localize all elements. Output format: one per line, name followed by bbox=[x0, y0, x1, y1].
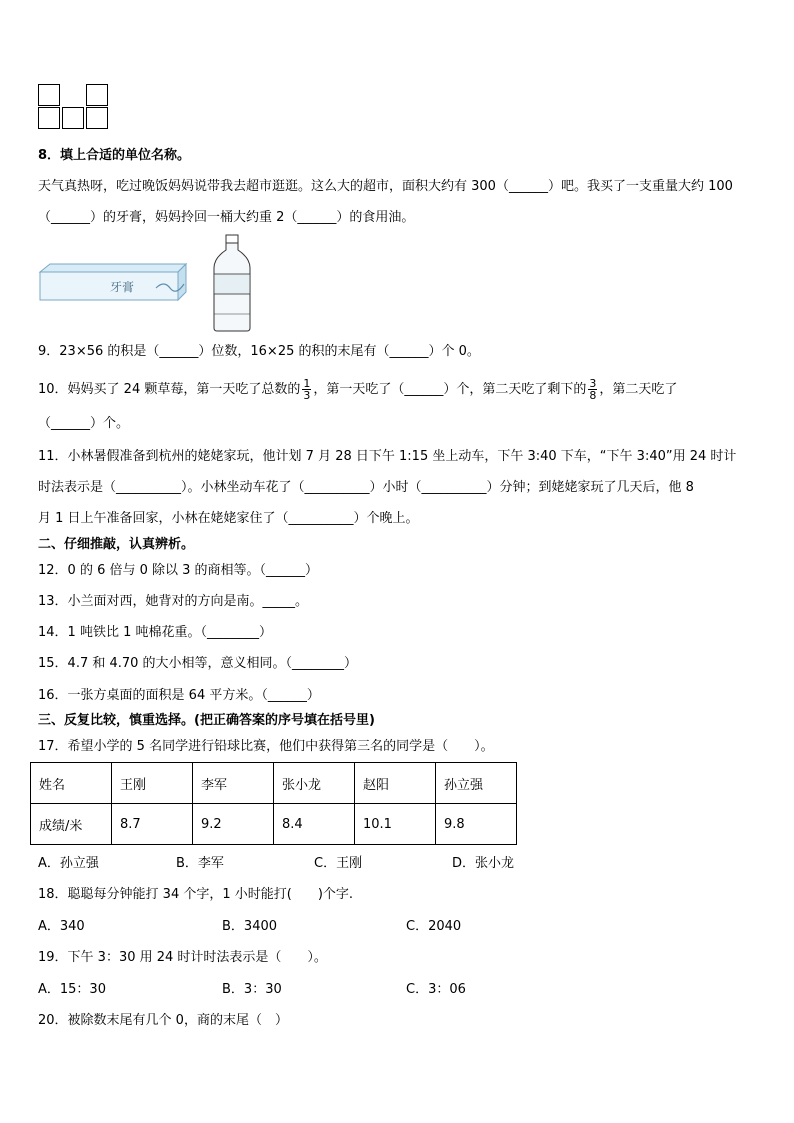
score-table bbox=[30, 762, 517, 845]
table-cell: 9.2 bbox=[193, 804, 274, 845]
table-row bbox=[31, 763, 517, 804]
grid-cell bbox=[86, 107, 108, 129]
table-cell: 8.7 bbox=[112, 804, 193, 845]
question-12: 12．0 的 6 倍与 0 除以 3 的商相等。（______） bbox=[38, 563, 319, 578]
grid-cell bbox=[86, 84, 108, 106]
fraction-numerator: 3 bbox=[589, 377, 597, 390]
question-8-title: 8．填上合适的单位名称。 bbox=[38, 148, 191, 163]
question-10-part2: ，第一天吃了（______）个，第二天吃了剩下的 bbox=[313, 382, 587, 397]
question-18-option-b: B．3400 bbox=[222, 919, 278, 934]
question-18-option-a: A．340 bbox=[38, 919, 85, 934]
table-row bbox=[31, 804, 517, 845]
question-18-option-c: C．2040 bbox=[406, 919, 462, 934]
fraction-three-eighths bbox=[588, 378, 597, 401]
table-cell: 成绩/米 bbox=[31, 804, 112, 845]
section-3-heading: 三、反复比较，慎重选择。(把正确答案的序号填在括号里) bbox=[38, 713, 375, 728]
table-cell: 孙立强 bbox=[436, 763, 517, 804]
question-9: 9．23×56 的积是（______）位数，16×25 的积的末尾有（______）个 0。 bbox=[38, 344, 480, 359]
question-15: 15．4.7 和 4.70 的大小相等，意义相同。（________） bbox=[38, 656, 358, 671]
grid-cell bbox=[62, 107, 84, 129]
table-cell: 张小龙 bbox=[274, 763, 355, 804]
question-17-option-c: C．王刚 bbox=[314, 856, 363, 871]
fraction-one-third bbox=[302, 378, 311, 401]
question-8-line2: （______）的牙膏，妈妈拎回一桶大约重 2（______）的食用油。 bbox=[38, 210, 415, 225]
question-19-option-b: B．3：30 bbox=[222, 982, 282, 997]
section-2-heading: 二、仔细推敲，认真辨析。 bbox=[38, 537, 195, 552]
question-20: 20．被除数末尾有几个 0，商的末尾（ ） bbox=[38, 1013, 288, 1028]
question-10-line2: （______）个。 bbox=[38, 416, 130, 431]
table-cell: 姓名 bbox=[31, 763, 112, 804]
question-17-option-a: A．孙立强 bbox=[38, 856, 99, 871]
question-10-part1: 10．妈妈买了 24 颗草莓，第一天吃了总数的 bbox=[38, 382, 301, 397]
question-11-line2: 时法表示是（__________）。小林坐动车花了（__________）小时（__________）分钟；到姥姥家玩了几天后，他 8 bbox=[38, 480, 694, 495]
table-cell: 王刚 bbox=[112, 763, 193, 804]
table-cell: 10.1 bbox=[355, 804, 436, 845]
question-17-option-d: D．张小龙 bbox=[452, 856, 515, 871]
question-17: 17．希望小学的 5 名同学进行铅球比赛，他们中获得第三名的同学是（ ）。 bbox=[38, 739, 494, 754]
question-13: 13．小兰面对西，她背对的方向是南。_____。 bbox=[38, 594, 309, 609]
fraction-denominator: 3 bbox=[303, 389, 311, 402]
table-cell: 8.4 bbox=[274, 804, 355, 845]
oil-bottle-icon bbox=[212, 234, 252, 332]
question-10-part3: ，第二天吃了 bbox=[599, 382, 678, 397]
question-18: 18．聪聪每分钟能打 34 个字，1 小时能打( )个字. bbox=[38, 887, 354, 902]
toothpaste-label: 牙膏 bbox=[110, 280, 135, 294]
question-16: 16．一张方桌面的面积是 64 平方米。（______） bbox=[38, 688, 320, 703]
question-14: 14．1 吨铁比 1 吨棉花重。（________） bbox=[38, 625, 272, 640]
question-19: 19．下午 3：30 用 24 时计时法表示是（ ）。 bbox=[38, 950, 327, 965]
question-11-line3: 月 1 日上午准备回家，小林在姥姥家住了（__________）个晚上。 bbox=[38, 511, 419, 526]
question-19-option-a: A．15：30 bbox=[38, 982, 106, 997]
fraction-denominator: 8 bbox=[589, 389, 597, 402]
oil-bottle-illustration bbox=[212, 234, 252, 332]
grid-cell bbox=[38, 107, 60, 129]
question-11-line1: 11．小林暑假准备到杭州的姥姥家玩，他计划 7 月 28 日下午 1:15 坐上动车，下午 3:40 下车，“下午 3:40”用 24 时计 bbox=[38, 449, 737, 464]
table-cell: 赵阳 bbox=[355, 763, 436, 804]
question-8-line1: 天气真热呀，吃过晚饭妈妈说带我去超市逛逛。这么大的超市，面积大约有 300（______）吧。我买了一支重量大约 100 bbox=[38, 179, 733, 194]
question-19-option-c: C．3：06 bbox=[406, 982, 466, 997]
fraction-numerator: 1 bbox=[303, 377, 311, 390]
table-cell: 李军 bbox=[193, 763, 274, 804]
question-10-line1 bbox=[38, 378, 677, 401]
toothpaste-illustration bbox=[38, 262, 188, 302]
question-17-option-b: B．李军 bbox=[176, 856, 224, 871]
grid-cell bbox=[38, 84, 60, 106]
table-cell: 9.8 bbox=[436, 804, 517, 845]
